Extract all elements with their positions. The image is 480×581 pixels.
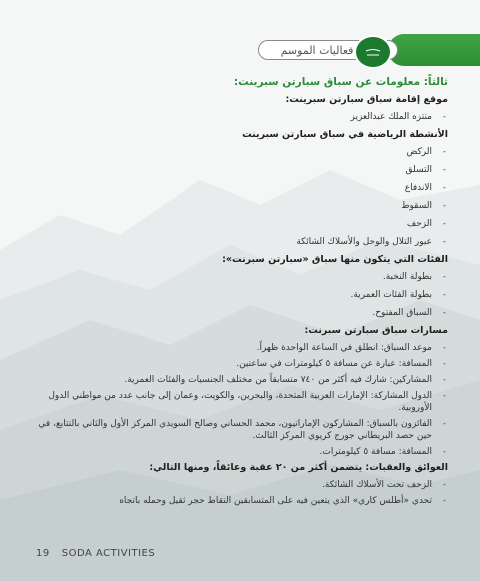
list-item: - الزحف تحت الأسلاك الشائكة. [30,479,448,491]
list-item: - الركض [30,146,448,158]
list-item: - عبور التلال والوحل والأسلاك الشائكة [30,236,448,248]
list-item: - الدول المشاركة: الإمارات العربية المتحدة، والبحرين، والكويت، وعمان إلى جانب عدد من مواطني الدول الأوروبية. [30,390,448,414]
list-item: - تحدي «أطلس كاري» الذي يتعين فيه على المتسابقين التقاط حجر ثقيل وحمله باتجاه [30,495,448,507]
list-item: - المسافة: عبارة عن مسافة ٥ كيلومترات في ساعتين. [30,358,448,370]
section-title: ثالثاً: معلومات عن سباق سبارتن سبرينت: [233,76,448,88]
list-item: - الفائزون بالسباق: المشاركون الإماراتيون، محمد الحساني وصالح السويدي المركز الأول والثاني بالتتابع، في حين حصد البريطاني جورج كريوي المركز الثالث. [30,418,448,442]
tracks-list [30,342,448,458]
flag-icon [362,45,384,59]
list-item: - التسلق [30,164,448,176]
list-item: - منتزه الملك عبدالعزيز [30,111,448,123]
footer-label: SODA ACTIVITIES [61,548,156,559]
tracks-heading: مسارات سباق سبارتن سبرنت: [304,325,448,336]
location-heading: موقع إقامة سباق سبارتن سبرينت: [285,94,448,105]
article-content [30,76,448,511]
activities-heading: الأنشطة الرياضية في سباق سبارتن سبرينت [242,129,448,140]
obstacles-list [30,479,448,507]
header-pill-label: فعاليات الموسم [280,43,354,57]
list-item: - بطولة النخبة. [30,271,448,283]
list-item: - المسافة: مسافة ٥ كيلومترات. [30,446,448,458]
list-item: - الاندفاع [30,182,448,194]
location-list [30,111,448,123]
page-footer [36,548,155,559]
list-item: - بطولة الفئات العمرية. [30,289,448,301]
list-item: - الزحف [30,218,448,230]
header-green-bar [388,34,480,66]
list-item: - السقوط [30,200,448,212]
list-item: - السباق المفتوح. [30,307,448,319]
list-item: - موعد السباق: انطلق في الساعة الواحدة ظهراً. [30,342,448,354]
categories-heading: الفئات التي يتكون منها سباق «سبارتن سبرنت»: [222,254,448,265]
page-number: 19 [36,548,50,559]
activities-list [30,146,448,248]
list-item: - المشاركين: شارك فيه أكثر من ٧٤٠ متسابقاً من مختلف الجنسيات والفئات العمرية. [30,374,448,386]
saudi-flag-badge-icon [354,35,392,69]
obstacles-heading: العوائق والعقبات: يتضمن أكثر من ٢٠ عقبة وعائقاً، ومنها التالي: [149,462,448,473]
categories-list [30,271,448,319]
